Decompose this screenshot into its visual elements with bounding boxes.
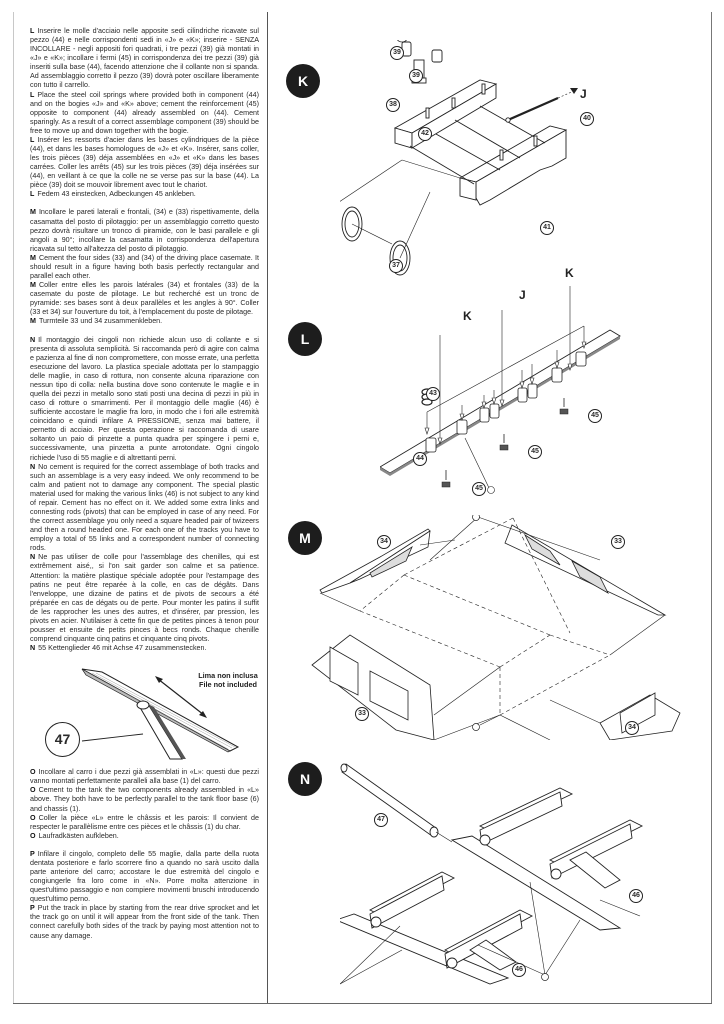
part-callout-47: 47 xyxy=(374,813,388,827)
instruction-N-fr: N Ne pas utiliser de colle pour l'assemblage des chenilles, qui est extrêmement aisé,, si l'on sait garder son calme et sa patience. Attention: la matière plastique spéciale adoptée pour l'estampage des patins ne peut être reparée à la colle, en cas de dégâts. Dans l'enveloppe, une dizaine de patins et de pivots de secours a été préparée en cas de dégats ou de perte. Pour monter les patins il suffit de les rapprocher les unes des autres, et d'insérer, par pression, les pivots en acier. N'utilaiser à cette fin que de petites pinces à tenon pour pousser et ensuite de petits pinces à becs ronds. Chaque chenille comprend cinquante cinq patins et cinquante cinq pivots. xyxy=(30,553,259,644)
part-callout-47: 47 xyxy=(45,722,80,757)
instruction-O-fr: O Coller la pièce «L» entre le châssis et les parois: Il convient de respecter le parallèlisme entre ces pièces et le châssis (1) du char. xyxy=(30,813,259,831)
part-callout-42: 42 xyxy=(418,127,432,141)
file-illustration xyxy=(30,659,259,762)
page-border-right xyxy=(711,12,712,1004)
instruction-O-en: O Cement to the tank the two components already assembled in «L» above. They both have to be perfectly parallel to the tank floor base (6) and chassis (1). xyxy=(30,786,259,813)
part-callout-33: 33 xyxy=(355,707,369,721)
instruction-N-en: N No cement is required for the correct assemblage of both tracks and such an assemblage is a very easy indeed. We only recommend to be calm and patient not to damage any component. The special plastic material used for making the various links (46) is not subject to any kind of repair. Cement has no effect on it. We added some extra links and connesting rods (pivots) that can be employed in case of any need. For the correct assemblage you only need a square headed pair of twizeers and then a round headed one. For each one of the tracks you have to employ a total of 55 links and a correspondent number of connecting rods. xyxy=(30,462,259,553)
file-not-included-note: Lima non inclusa File not included xyxy=(198,671,258,690)
part-callout-46: 46 xyxy=(629,889,643,903)
part-callout-45: 45 xyxy=(472,482,486,496)
part-callout-33: 33 xyxy=(611,535,625,549)
part-callout-45: 45 xyxy=(528,445,542,459)
target-label-J: J xyxy=(580,87,587,101)
part-callout-39: 39 xyxy=(409,69,423,83)
column-divider xyxy=(267,12,268,1004)
diagram-step-L xyxy=(380,260,700,500)
instructions-column xyxy=(30,27,259,941)
target-label-K: K xyxy=(565,266,574,280)
page-border-bottom xyxy=(13,1003,712,1004)
part-callout-37: 37 xyxy=(389,259,403,273)
part-callout-41: 41 xyxy=(540,221,554,235)
instruction-N-de: N 55 Kettenglieder 46 mit Achse 47 zusammenstecken. xyxy=(30,644,207,653)
page-border-left xyxy=(13,12,14,1004)
part-callout-34: 34 xyxy=(377,535,391,549)
instruction-O-de: O Laufradkästen aufkleben. xyxy=(30,831,119,840)
target-label-J: J xyxy=(519,288,526,302)
part-callout-40: 40 xyxy=(580,112,594,126)
instruction-O-it: O Incollare al carro i due pezzi già assemblati in «L»: questi due pezzi vanno montati perfettamente paralleli alla base (1) del carro. xyxy=(30,768,259,786)
part-callout-39: 39 xyxy=(390,46,404,60)
instruction-L-fr: L Insérer les ressorts d'acier dans les bases cylindriques de la pièce (44), et dans les bases homologues de «J» et «K». Insérer, sans coller, les trois pièces (39) déja assemblées en «J» et «K» dans les bases carrées. Coller les arrêts (45) sur les trois pièces (39) déja insérées sur (44), en veillant à ce que la colle ne se verse pas sur la base (44). La pièce (39) doit se mouvoir librement avec tout le chariot. xyxy=(30,135,259,190)
step-badge-N: N xyxy=(288,762,322,796)
instruction-L-en: L Place the steel coil springs where provided both in component (44) and on the bogies «J» and «K» above; cement the reinforcement (45) opposite to component (44) already assembled on (44). Cement sparingly. As a result of a correct assemblage component (39) should be free to move up and down together with the bogie. xyxy=(30,90,259,135)
instruction-M-fr: M Coller entre elles les parois latérales (34) et frontales (33) de la casemate du poste de pilotage. Le but recherché est un tronc de pyramide: ses bases sont à deux parallèles et les angles à 90°. Coller (33 et 34) sur l'ouverture du toit, à l'emplacement du poste de pilotage. xyxy=(30,281,259,317)
step-badge-L: L xyxy=(288,322,322,356)
part-callout-45: 45 xyxy=(588,409,602,423)
diagram-step-M xyxy=(310,515,705,740)
step-badge-M: M xyxy=(288,521,322,555)
part-callout-38: 38 xyxy=(386,98,400,112)
instruction-P-en: P Put the track in place by starting from the rear drive sprocket and let the track go on until it will appear from the front side of the tank. Then connect carefully both sides of the track by paying most attention not to cause any damage. xyxy=(30,904,259,940)
target-label-K: K xyxy=(463,309,472,323)
diagram-step-K xyxy=(340,40,640,280)
instruction-M-de: M Turmteile 33 und 34 zusammenkleben. xyxy=(30,317,163,326)
instruction-L-de: L Fedem 43 einstecken, Adbeckungen 45 ankleben. xyxy=(30,190,196,199)
part-callout-44: 44 xyxy=(413,452,427,466)
instruction-N-it: N Il montaggio dei cingoli non richiede alcun uso di collante e si presenta di assoluta semplicità. Si raccomanda però di agire con calma e pazienza al fine di non compromettere, con mosse errate, una perfetta esecuzione del lavoro. La plastica speciale adottata per lo stampaggio delle maglie, in caso di rottura, non consente alcuna riparazione con nessun tipo di colla: nella bustina dove sono contenute le maglie e in quella dei pezzi in metallo sono stati posti una decina di pezzi in più in caso di rotture o smarrimenti. Per il montaggio delle maglie (46) è sufficiente accostare le maglie fra loro, in modo che i fori alle estremità coincidano e quindi infilare A PRESSIONE, senza mai battere, il pernetto di acciaio. Per questa operazione si raccomanda di usare soltanto un paio di pinzette a punta quadra per spingere i perni e, successivamente, una pinzetta a punte arrotondate. Ogni cingolo richiede l'uso di 55 maglie e di altrettanti perni. xyxy=(30,335,259,462)
instruction-P-it: P Infilare il cingolo, completo delle 55 maglie, dalla parte della ruota dentata posteriore e farlo scorrere fino a quando no sarà uscito dalla parte anteriore del carro; accostare le due estremità del cingolo e congiungerle fra loro come in «N». Porre molta attenzione in quest'ultimo passaggio e non compiere movimenti bruschi introducendo quest'ultimo perno. xyxy=(30,849,259,904)
step-badge-K: K xyxy=(286,64,320,98)
instruction-M-en: M Cement the four sides (33) and (34) of the driving place casemate. It should result in a figure having both basis perfectly rectangular and parallel each other. xyxy=(30,253,259,281)
part-callout-46: 46 xyxy=(512,963,526,977)
part-callout-43: 43 xyxy=(426,387,440,401)
part-callout-34: 34 xyxy=(625,721,639,735)
instruction-M-it: M Incollare le pareti laterali e frontali, (34) e (33) rispettivamente, della casamatta del posto di pilotaggio: per un assemblaggio corretto questo pezzo dovrà risultare un tronco di piramide, con le basi parallele e gli angoli a 90°; incollare la casamatta in corrispondenza dell'apertura ricavata sul tetto all'altezza del posto di pilotaggio. xyxy=(30,208,259,253)
diagram-step-N xyxy=(340,760,685,985)
instruction-L-it: L Inserire le molle d'acciaio nelle apposite sedi cilindriche ricavate sul pezzo (44) e nelle corrispondenti sedi in «J» e «K»; inserire - SENZA INCOLLARE - negli appositi fori quadrati, i tre pezzi (39) già montati in «J» e «K»; incollare i fermi (45) in corrispondenza dei tre pezzi (39) già inseriti sulla base (44), facendo attenzione che il collante non si spanda. Ad assemblaggio corretto il pezzo (39) dovrà poter oscillare liberamente con tutto il carrello. xyxy=(30,27,259,90)
